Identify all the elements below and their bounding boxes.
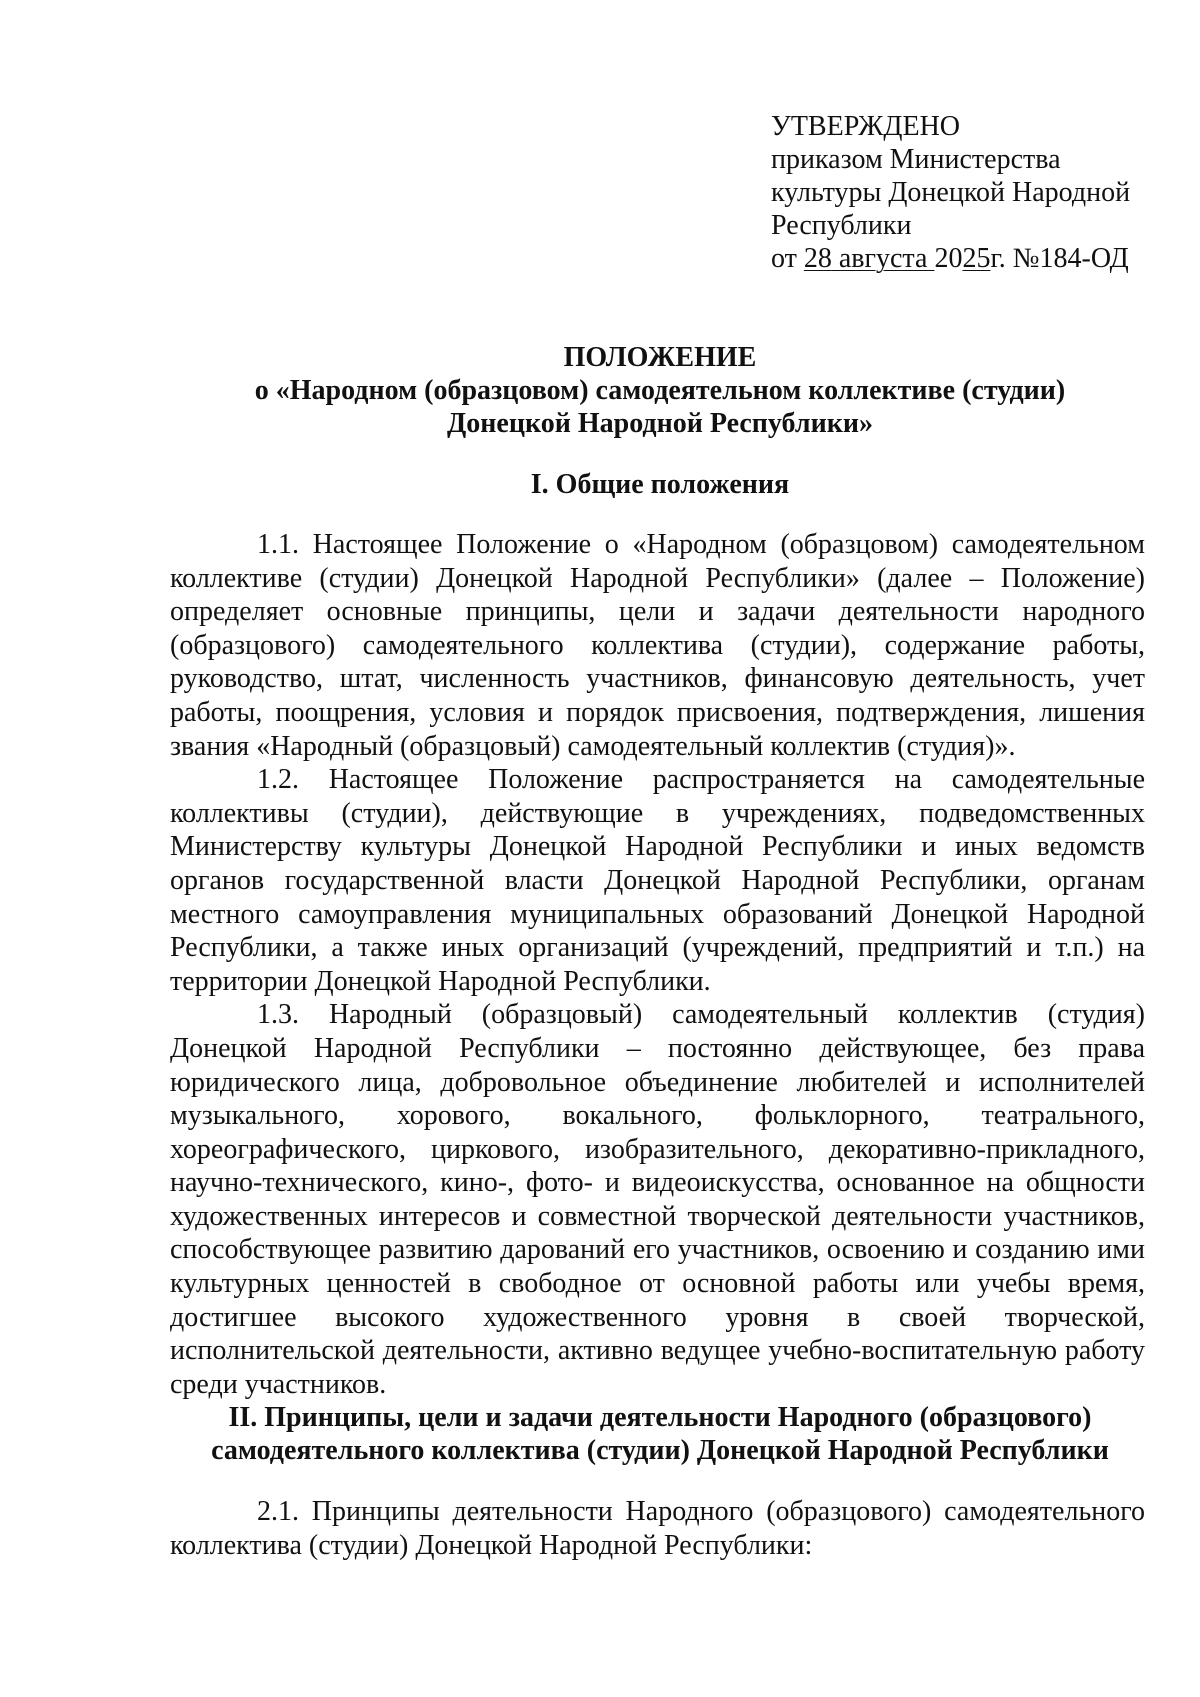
section-2-heading-line-1: II. Принципы, цели и задачи деятельности Народного (образцового) — [228, 1402, 1092, 1433]
section-2-heading-line-2: самодеятельного коллектива (студии) Донецкой Народной Республики — [211, 1435, 1109, 1466]
section-1-heading: I. Общие положения — [530, 469, 790, 500]
section-2-body — [170, 1495, 1145, 1562]
paragraph-1-3: 1.3. Народный (образцовый) самодеятельный коллектив (студия) Донецкой Народной Республики – постоянно действующее, без права юридического лица, добровольное объединение любителей и исполнителей музыкального, хорового, вокального, фольклорного, театрального, хореографического, циркового, изобразительного, декоративно-прикладного, научно-технического, кино-, фото- и видеоискусства, основанное на общности художественных интересов и совместной творческой деятельности участников, способствующее развитию дарований его участников, освоению и созданию ими культурных ценностей в свободное от основной работы или учебы время, достигшее высокого художественного уровня в своей творческой, исполнительской деятельности, активно ведущее учебно-воспитательную работу среди участников. — [170, 999, 1145, 1400]
section-1-body — [170, 528, 1145, 1401]
date-month: августа — [831, 243, 935, 274]
paragraph-1-2: 1.2. Настоящее Положение распространяется на самодеятельные коллективы (студии), действующие в учреждениях, подведомственных Министерству культуры Донецкой Народной Республики и иных ведомств органов государственной власти Донецкой Народной Республики, органам местного самоуправления муниципальных образований Донецкой Народной Республики, а также иных организаций (учреждений, предприятий и т.п.) на территории Донецкой Народной Республики. — [170, 764, 1145, 997]
document-title-block — [170, 341, 1150, 440]
approval-stamp: УТВЕРЖДЕНО — [771, 111, 961, 142]
approval-line-1: приказом Министерства — [771, 144, 1061, 175]
section-1-heading-block — [170, 468, 1150, 501]
approval-line-3: Республики — [771, 210, 912, 241]
approval-date-line — [771, 242, 1171, 275]
date-year-start: 20 — [934, 243, 963, 274]
order-number: г. №184-ОД — [990, 243, 1129, 274]
paragraph-1-1: 1.1. Настоящее Положение о «Народном (образцовом) самодеятельном коллективе (студии) Донецкой Народной Республики» (далее – Положение) определяет основные принципы, цели и задачи деятельности народного (образцового) самодеятельного коллектива (студии), содержание работы, руководство, штат, численность участников, финансовую деятельность, учет работы, поощрения, условия и порядок присвоения, подтверждения, лишения звания «Народный (образцовый) самодеятельный коллектив (студия)». — [170, 529, 1145, 762]
date-day: 28 — [803, 243, 832, 274]
approval-block — [771, 110, 1171, 275]
document-subtitle-line-1: о «Народном (образцовом) самодеятельном коллективе (студии) — [254, 375, 1066, 406]
approval-line-2: культуры Донецкой Народной — [771, 177, 1131, 208]
document-subtitle-line-2: Донецкой Народной Республики» — [447, 408, 873, 439]
date-year-end: 25 — [962, 243, 991, 274]
document-title: ПОЛОЖЕНИЕ — [563, 342, 757, 373]
date-prefix: от — [771, 243, 804, 274]
section-2-heading-block — [170, 1401, 1150, 1467]
paragraph-2-1: 2.1. Принципы деятельности Народного (образцового) самодеятельного коллектива (студии) Донецкой Народной Республики: — [170, 1496, 1145, 1561]
